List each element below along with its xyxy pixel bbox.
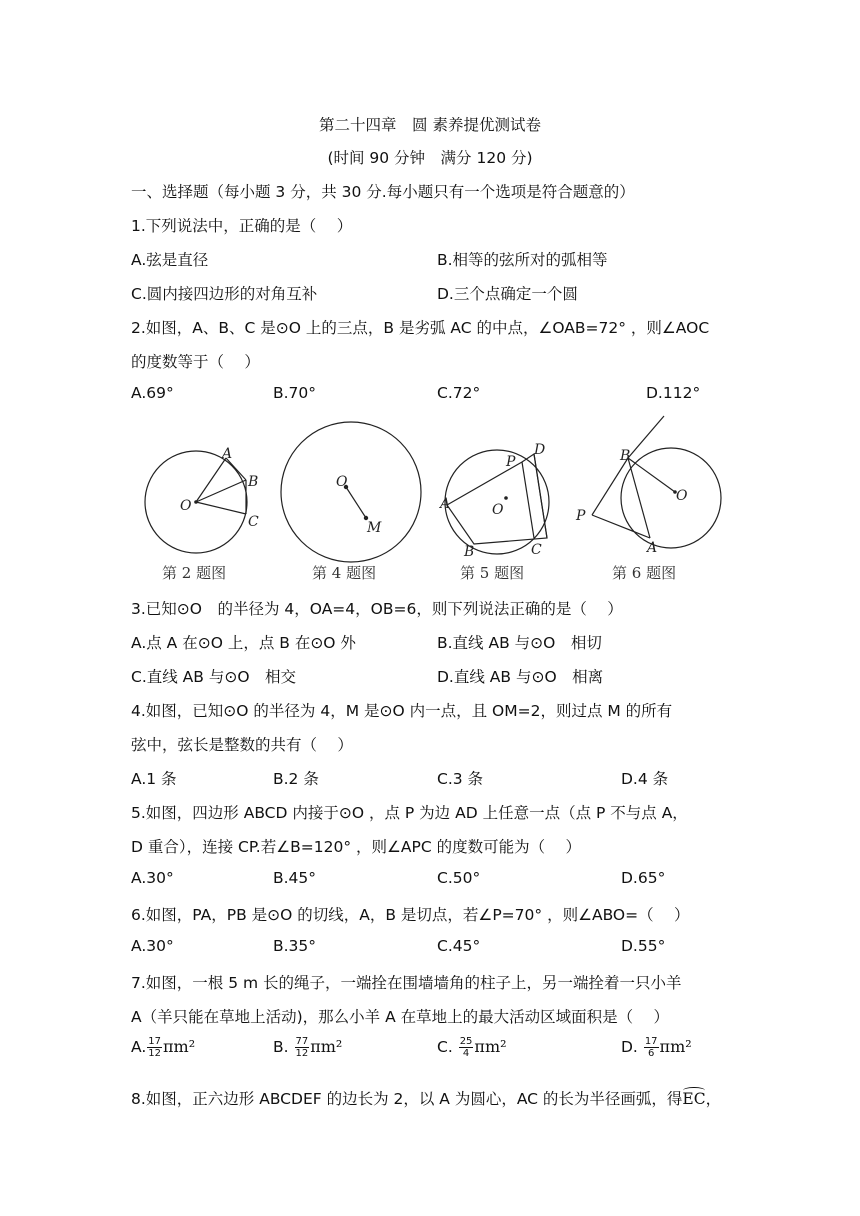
q7-option-b (273, 1036, 342, 1059)
q7-option-d (621, 1036, 692, 1059)
q8-stem-text: 8.如图，正六边形 ABCDEF 的边长为 2，以 A 为圆心，AC 的长为半径画弧，得 (131, 1090, 683, 1108)
q6-option-b: B.35° (273, 937, 317, 955)
q5-option-b: B.45° (273, 869, 317, 887)
q7-option-a-fraction: $\frac{17}{12}$ (148, 1036, 161, 1059)
q1-option-c: C.圆内接四边形的对角互补 (131, 285, 318, 303)
fig2-label-b: B (248, 474, 259, 490)
q4-option-c: C.3 条 (437, 770, 484, 788)
q7-option-b-label: B. (273, 1038, 289, 1056)
q7-option-a-label: A. (131, 1038, 147, 1056)
q8-stem (131, 1087, 721, 1109)
q3-option-b: B.直线 AB 与⊙O 相切 (437, 634, 602, 652)
q1-option-d: D.三个点确定一个圆 (437, 285, 578, 303)
q7-option-a (131, 1036, 195, 1059)
fig4-label-m: M (367, 520, 382, 536)
fig5-label-d: D (534, 442, 546, 458)
page-title: 第二十四章 圆 素养提优测试卷 (319, 116, 541, 134)
q7-stem-line1: 7.如图，一根 5 m 长的绳子，一端拴在围墙墙角的柱子上，另一端拴着一只小羊 (131, 974, 682, 992)
q3-option-a: A.点 A 在⊙O 上，点 B 在⊙O 外 (131, 634, 356, 652)
q5-option-a: A.30° (131, 869, 174, 887)
q4-stem-line1: 4.如图，已知⊙O 的半径为 4，M 是⊙O 内一点，且 OM=2，则过点 M 的所有 (131, 702, 673, 720)
fig6-label-p: P (576, 508, 586, 524)
q4-stem-line2: 弦中，弦长是整数的共有（ ） (131, 736, 353, 754)
q7-option-d-label: D. (621, 1038, 638, 1056)
fig4-caption: 第 4 题图 (312, 564, 377, 582)
fig5-label-c: C (531, 542, 542, 558)
q3-stem: 3.已知⊙O 的半径为 4，OA=4，OB=6，则下列说法正确的是（ ） (131, 600, 623, 618)
q2-option-b: B.70° (273, 384, 317, 402)
q7-option-c (437, 1036, 507, 1059)
q8-arc: EC (682, 1090, 705, 1108)
fig4-circle (281, 422, 421, 562)
q5-stem-line1: 5.如图，四边形 ABCD 内接于⊙O ，点 P 为边 AD 上任意一点（点 P 不与点 A， (131, 804, 688, 822)
fig6-label-b: B (620, 448, 631, 464)
q5-option-d: D.65° (621, 869, 666, 887)
fig6-caption: 第 6 题图 (612, 564, 677, 582)
fig6-label-o: O (676, 488, 688, 504)
fig5-label-b: B (464, 544, 475, 560)
section-heading: 一、选择题（每小题 3 分，共 30 分.每小题只有一个选项是符合题意的） (131, 183, 635, 201)
q5-stem-line2: D 重合），连接 CP.若∠B=120° ，则∠APC 的度数可能为（ ） (131, 838, 582, 856)
q4-option-d: D.4 条 (621, 770, 669, 788)
q7-option-c-unit: πm² (474, 1037, 507, 1056)
fig2-label-o: O (180, 498, 192, 514)
q6-option-a: A.30° (131, 937, 174, 955)
page-subtitle: (时间 90 分钟 满分 120 分) (327, 149, 533, 167)
fig4-label-o: O (336, 474, 348, 490)
q8-tail: ， (705, 1090, 722, 1108)
fig5-label-a: A (440, 496, 451, 512)
figures-row (140, 410, 730, 590)
fig5-label-p: P (506, 454, 516, 470)
q2-stem-line1: 2.如图，A、B、C 是⊙O 上的三点，B 是劣弧 AC 的中点，∠OAB=72° ，则∠AOC (131, 319, 710, 337)
q2-option-d: D.112° (646, 384, 701, 402)
q6-option-c: C.45° (437, 937, 481, 955)
q7-option-c-label: C. (437, 1038, 453, 1056)
q4-option-b: B.2 条 (273, 770, 319, 788)
q2-stem-line2: 的度数等于（ ） (131, 353, 260, 371)
fig5-label-o: O (492, 502, 504, 518)
q3-option-d: D.直线 AB 与⊙O 相离 (437, 668, 604, 686)
q7-stem-line2: A（羊只能在草地上活动)，那么小羊 A 在草地上的最大活动区域面积是（ ） (131, 1008, 670, 1026)
q4-option-a: A.1 条 (131, 770, 177, 788)
q2-option-a: A.69° (131, 384, 174, 402)
fig6-label-a: A (647, 540, 658, 556)
q7-option-b-fraction: $\frac{77}{12}$ (295, 1036, 309, 1059)
fig5-caption: 第 5 题图 (460, 564, 525, 582)
q1-option-a: A.弦是直径 (131, 251, 209, 269)
q1-stem: 1.下列说法中，正确的是（ ） (131, 217, 353, 235)
q7-option-d-fraction: $\frac{17}{6}$ (644, 1036, 658, 1059)
q3-option-c: C.直线 AB 与⊙O 相交 (131, 668, 297, 686)
fig2-caption: 第 2 题图 (162, 564, 227, 582)
q7-option-b-unit: πm² (310, 1037, 343, 1056)
q6-option-d: D.55° (621, 937, 666, 955)
q6-stem: 6.如图，PA，PB 是⊙O 的切线，A，B 是切点，若∠P=70° ，则∠ABO=（ ） (131, 906, 690, 924)
fig2-label-a: A (222, 446, 233, 462)
fig2-label-c: C (248, 514, 259, 530)
q2-option-c: C.72° (437, 384, 481, 402)
q7-option-a-unit: πm² (163, 1037, 196, 1056)
q8-arc-mark (683, 1087, 704, 1094)
q7-option-d-unit: πm² (659, 1037, 692, 1056)
q7-option-c-fraction: $\frac{25}{4}$ (459, 1036, 473, 1059)
q5-option-c: C.50° (437, 869, 481, 887)
q1-option-b: B.相等的弦所对的弧相等 (437, 251, 608, 269)
